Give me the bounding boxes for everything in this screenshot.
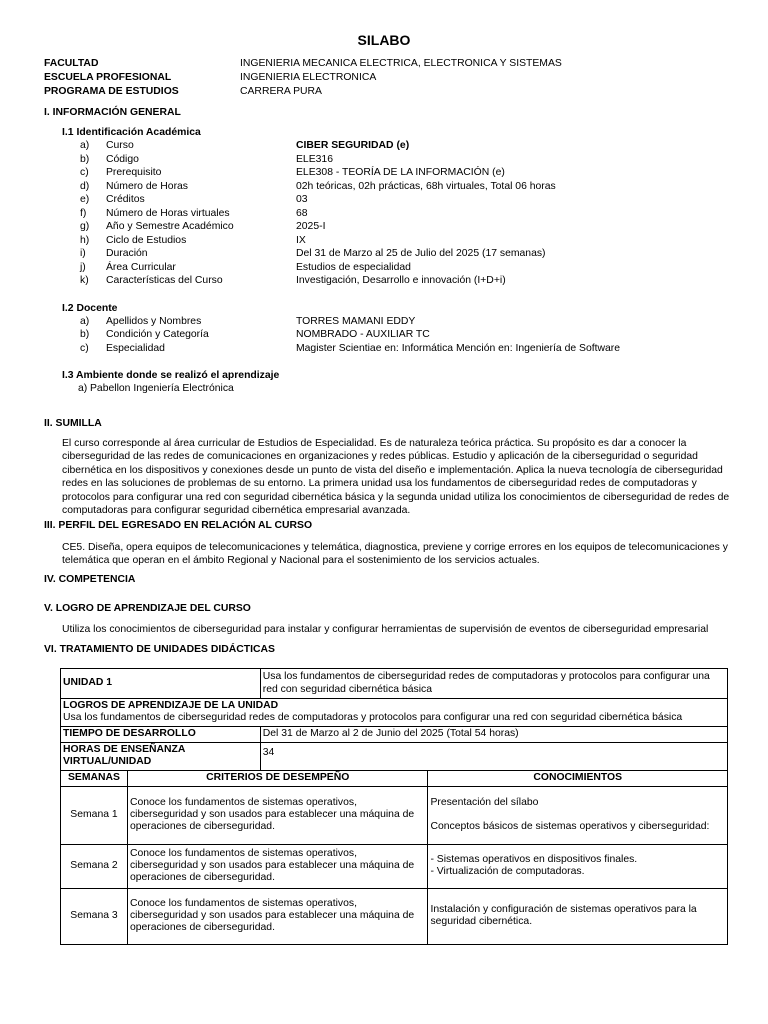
item-label: Curso: [106, 140, 134, 151]
header-label-escuela: ESCUELA PROFESIONAL: [44, 72, 172, 83]
sumilla-text: El curso corresponde al área curricular de Estudios de Especialidad. Es de naturaleza teórica práctica. Su propósito es dar a conocer la ciberseguridad de las redes de comunicaciones en organizaciones y redes públicas. Estudio y aplicación de la ciberseguridad o seguridad cibernética en los dispositivos y conexiones desde un punto de vista del diseño e implementación. Aplica la nueva tecnología de ciberseguridad redes en las soluciones de problemas de su entorno. La primera unidad usa los fundamentos de ciberseguridad redes de computadoras y protocolos para configurar una red con seguridad cibernética básica y la segunda unidad utiliza los conocimientos de ciberseguridad de redes de computadoras para configurar seguridad cibernética empresarial avanzada.: [62, 438, 730, 517]
item-value: 68: [296, 208, 308, 219]
column-header-semanas: SEMANAS: [61, 770, 128, 786]
unit-name: UNIDAD 1: [61, 669, 261, 699]
section-3-title: III. PERFIL DEL EGRESADO EN RELACIÓN AL CURSO: [44, 520, 313, 531]
conocimiento-line: Conceptos básicos de sistemas operativos y ciberseguridad:: [430, 821, 710, 833]
item-letter: c): [80, 167, 89, 178]
header-value-facultad: INGENIERIA MECANICA ELECTRICA, ELECTRONICA Y SISTEMAS: [240, 58, 562, 69]
item-label: Créditos: [106, 194, 145, 205]
week-label: Semana 2: [61, 844, 128, 888]
conocimiento-line: - Sistemas operativos en dispositivos finales.: [430, 853, 638, 865]
unit-tiempo-label: TIEMPO DE DESARROLLO: [61, 726, 261, 742]
perfil-text: CE5. Diseña, opera equipos de telecomunicaciones y telemática, diagnostica, previene y corrige errores en los equipos de telecomunicaciones y telemática que operan en el ámbito Regional y Nacional para el sostenimiento de los servicios actuales.: [62, 542, 728, 567]
column-header-conocimientos: CONOCIMIENTOS: [428, 770, 728, 786]
item-letter: i): [80, 248, 86, 259]
column-header-criterios: CRITERIOS DE DESEMPEÑO: [127, 770, 427, 786]
item-value: ELE316: [296, 154, 333, 165]
week-conocimientos: [428, 844, 728, 888]
item-letter: a): [78, 383, 88, 394]
item-letter: d): [80, 181, 90, 192]
header-label-facultad: FACULTAD: [44, 58, 99, 69]
header-label-programa: PROGRAMA DE ESTUDIOS: [44, 86, 179, 97]
item-value: 03: [296, 194, 308, 205]
unit-horas-label-1: HORAS DE ENSEÑANZA: [63, 743, 186, 755]
item-letter: k): [80, 275, 89, 286]
item-value: NOMBRADO - AUXILIAR TC: [296, 329, 430, 340]
item-label: Condición y Categoría: [106, 329, 209, 340]
week-label: Semana 1: [61, 786, 128, 844]
item-value: Investigación, Desarrollo e innovación (I+D+i): [296, 275, 506, 286]
section-1-title: I. INFORMACIÓN GENERAL: [44, 107, 181, 118]
item-label: Prerequisito: [106, 167, 162, 178]
unit-tiempo-value: Del 31 de Marzo al 2 de Junio del 2025 (Total 54 horas): [260, 726, 727, 742]
item-letter: b): [80, 154, 90, 165]
item-value: 02h teóricas, 02h prácticas, 68h virtuales, Total 06 horas: [296, 181, 556, 192]
item-label: Área Curricular: [106, 262, 176, 273]
section-1-2-title: I.2 Docente: [62, 303, 118, 314]
item-label: Ciclo de Estudios: [106, 235, 187, 246]
header-value-escuela: INGENIERIA ELECTRONICA: [240, 72, 377, 83]
item-letter: h): [80, 235, 90, 246]
item-value: Estudios de especialidad: [296, 262, 411, 273]
item-letter: a): [80, 316, 90, 327]
week-conocimientos: Instalación y configuración de sistemas operativos para la seguridad cibernética.: [428, 888, 728, 944]
week-conocimientos: [428, 786, 728, 844]
item-value: Del 31 de Marzo al 25 de Julio del 2025 (17 semanas): [296, 248, 546, 259]
item-letter: a): [80, 140, 90, 151]
conocimiento-line: - Virtualización de computadoras.: [430, 866, 585, 878]
section-1-3-title: I.3 Ambiente donde se realizó el aprendizaje: [62, 370, 280, 381]
unit-description: Usa los fundamentos de ciberseguridad redes de computadoras y protocolos para configurar una red con seguridad cibernética básica: [260, 669, 727, 699]
unit-logros-cell: [61, 699, 728, 727]
section-5-title: V. LOGRO DE APRENDIZAJE DEL CURSO: [44, 603, 251, 614]
week-criterio: Conoce los fundamentos de sistemas operativos, ciberseguridad y son usados para establecer una máquina de operaciones de ciberseguridad.: [127, 888, 427, 944]
item-label: Número de Horas virtuales: [106, 208, 230, 219]
item-letter: b): [80, 329, 90, 340]
unit-logros-label: LOGROS DE APRENDIZAJE DE LA UNIDAD: [63, 700, 279, 711]
section-4-title: IV. COMPETENCIA: [44, 574, 136, 585]
item-value: IX: [296, 235, 306, 246]
item-label: Características del Curso: [106, 275, 223, 286]
item-label: Código: [106, 154, 139, 165]
unit-horas-label-cell: [61, 742, 261, 770]
item-label: Especialidad: [106, 343, 165, 354]
item-label: Número de Horas: [106, 181, 189, 192]
logro-text: Utiliza los conocimientos de ciberseguridad para instalar y configurar herramientas de supervisión de eventos de ciberseguridad empresarial: [62, 624, 709, 635]
course-name: CIBER SEGURIDAD (e): [296, 140, 410, 151]
teacher-name: TORRES MAMANI EDDY: [296, 316, 416, 327]
unit-table: [60, 668, 728, 945]
table-row: [61, 844, 728, 888]
item-value: ELE308 - TEORÍA DE LA INFORMACIÓN (e): [296, 167, 505, 178]
unit-logros-text: Usa los fundamentos de ciberseguridad redes de computadoras y protocolos para configurar una red con seguridad cibernética básica: [63, 712, 683, 724]
item-letter: j): [80, 262, 86, 273]
item-value: Magister Scientiae en: Informática Mención en: Ingeniería de Software: [296, 343, 621, 354]
week-label: Semana 3: [61, 888, 128, 944]
section-1-1-title: I.1 Identificación Académica: [62, 127, 201, 138]
unit-horas-label-2: VIRTUAL/UNIDAD: [63, 756, 152, 768]
section-6-title: VI. TRATAMIENTO DE UNIDADES DIDÁCTICAS: [44, 644, 275, 655]
week-criterio: Conoce los fundamentos de sistemas operativos, ciberseguridad y son usados para establecer una máquina de operaciones de ciberseguridad.: [127, 786, 427, 844]
unit-horas-value: 34: [260, 742, 727, 770]
section-2-title: II. SUMILLA: [44, 418, 102, 429]
learning-environment: Pabellon Ingeniería Electrónica: [90, 383, 234, 394]
item-value: 2025-I: [296, 221, 326, 232]
item-letter: c): [80, 343, 89, 354]
document-title: SILABO: [357, 32, 411, 48]
week-criterio: Conoce los fundamentos de sistemas operativos, ciberseguridad y son usados para establecer una máquina de operaciones de ciberseguridad.: [127, 844, 427, 888]
item-label: Año y Semestre Académico: [106, 221, 234, 232]
item-label: Apellidos y Nombres: [106, 316, 202, 327]
item-letter: f): [80, 208, 87, 219]
header-value-programa: CARRERA PURA: [240, 86, 322, 97]
table-row: [61, 786, 728, 844]
item-label: Duración: [106, 248, 148, 259]
item-letter: e): [80, 194, 90, 205]
table-row: [61, 888, 728, 944]
item-letter: g): [80, 221, 90, 232]
conocimiento-line: Presentación del sílabo: [430, 796, 539, 808]
